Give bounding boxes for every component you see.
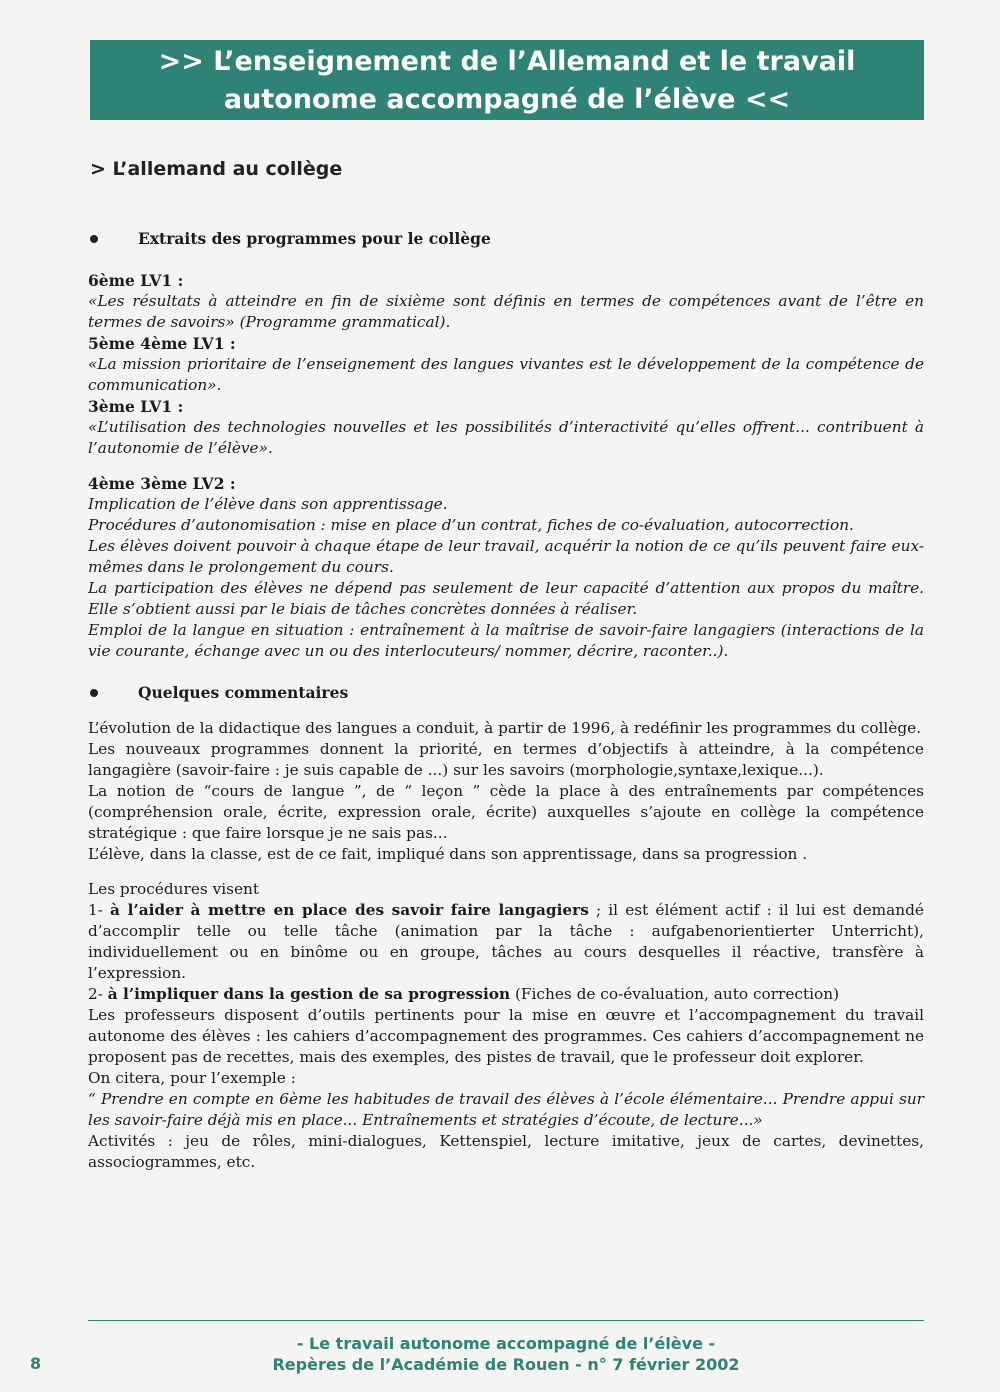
procedure-1-number: 1- <box>88 901 111 919</box>
quote-paragraph: “ Prendre en compte en 6ème les habitudes de travail des élèves à l’école élémentaire... Prendre appui sur les savoir-faire déjà mis en place... Entraînements et stratégies d’écoute, de lecture...» <box>88 1090 924 1129</box>
title-banner <box>90 40 924 120</box>
lv2-line: Procédures d’autonomisation : mise en place d’un contrat, fiches de co-évaluation, autocorrection. <box>88 516 854 534</box>
procedure-1-text: ; il est élément actif : il lui est demandé d’accomplir telle ou telle tâche (animation par la tâche : aufgabenorientierter Unterricht), individuellement ou en binôme ou en groupe, tâches au cours desquelles il réactive, transfère à l’expression. <box>88 901 924 982</box>
commentaires-heading <box>88 682 924 704</box>
comment-paragraph: La notion de “cours de langue ”, de “ leçon ” cède la place à des entraînements par compétences (compréhension orale, écrite, expression orale, écrite) auxquelles s’ajoute en collège la compétence stratégique : que faire lorsque je ne sais pas... <box>88 782 924 842</box>
procedure-2-title: à l’impliquer dans la gestion de sa progression <box>107 985 511 1003</box>
main-content <box>88 228 924 1173</box>
bullet-icon <box>90 235 98 243</box>
commentaires-heading-text: Quelques commentaires <box>138 683 349 702</box>
lv2-line: Emploi de la langue en situation : entraînement à la maîtrise de savoir-faire langagiers (interactions de la vie courante, échange avec un ou des interlocuteurs/ nommer, décrire, raconter..). <box>88 621 924 660</box>
comment-paragraph: L’élève, dans la classe, est de ce fait, impliqué dans son apprentissage, dans sa progression . <box>88 845 808 863</box>
lv1-6-text: «Les résultats à atteindre en fin de sixième sont définis en termes de compétences avant de l’être en termes de savoirs» (Programme grammatical). <box>88 292 924 331</box>
bullet-icon <box>90 689 98 697</box>
footer-line-2: Repères de l’Académie de Rouen - n° 7 février 2002 <box>272 1355 740 1374</box>
procedures-intro: Les procédures visent <box>88 880 260 898</box>
footer-rule <box>88 1320 924 1321</box>
comment-paragraph: Les nouveaux programmes donnent la priorité, en termes d’objectifs à atteindre, à la compétence langagière (savoir-faire : je suis capable de ...) sur les savoirs (morphologie,syntaxe,lexique...). <box>88 740 924 779</box>
professeurs-paragraph: Les professeurs disposent d’outils pertinents pour la mise en œuvre et l’accompagnement du travail autonome des élèves : les cahiers d’accompagnement des programmes. Ces cahiers d’accompagnement ne proposent pas de recettes, mais des exemples, des pistes de travail, que le professeur doit explorer. <box>88 1006 924 1066</box>
footer-line-1: - Le travail autonome accompagné de l’élève - <box>296 1334 716 1353</box>
lv2-line: La participation des élèves ne dépend pas seulement de leur capacité d’attention aux propos du maître. Elle s’obtient aussi par le biais de tâches concrètes données à réaliser. <box>88 579 924 618</box>
procedure-1 <box>88 900 924 984</box>
title-line-1: >> L’enseignement de l’Allemand et le travail <box>158 46 856 77</box>
lv2-43-heading: 4ème 3ème LV2 : <box>88 474 236 493</box>
procedure-2-number: 2- <box>88 985 108 1003</box>
section-title: > L’allemand au collège <box>90 158 343 180</box>
comment-paragraph: L’évolution de la didactique des langues a conduit, à partir de 1996, à redéfinir les programmes du collège. <box>88 719 922 737</box>
page-number: 8 <box>30 1354 42 1373</box>
extraits-heading <box>88 228 924 250</box>
procedure-2 <box>88 984 924 1005</box>
procedure-1-title: à l’aider à mettre en place des savoir faire langagiers <box>110 901 589 919</box>
lv1-54-heading: 5ème 4ème LV1 : <box>88 334 236 353</box>
lv1-3-heading: 3ème LV1 : <box>88 397 184 416</box>
procedure-2-text: (Fiches de co-évaluation, auto correction) <box>510 985 840 1003</box>
citera-line: On citera, pour l’exemple : <box>88 1069 296 1087</box>
lv1-3-text: «L’utilisation des technologies nouvelles et les possibilités d’interactivité qu’elles offrent... contribuent à l’autonomie de l’élève». <box>88 418 924 457</box>
footer <box>88 1333 924 1375</box>
lv2-line: Implication de l’élève dans son apprentissage. <box>88 495 448 513</box>
lv1-54-text: «La mission prioritaire de l’enseignement des langues vivantes est le développement de la compétence de communication». <box>88 355 924 394</box>
extraits-heading-text: Extraits des programmes pour le collège <box>138 229 491 248</box>
lv2-line: Les élèves doivent pouvoir à chaque étape de leur travail, acquérir la notion de ce qu’ils peuvent faire eux-mêmes dans le prolongement du cours. <box>88 537 924 576</box>
title-line-2: autonome accompagné de l’élève << <box>223 84 791 115</box>
lv1-6-heading: 6ème LV1 : <box>88 271 184 290</box>
activites-paragraph: Activités : jeu de rôles, mini-dialogues, Kettenspiel, lecture imitative, jeux de cartes, devinettes, associogrammes, etc. <box>88 1132 924 1171</box>
